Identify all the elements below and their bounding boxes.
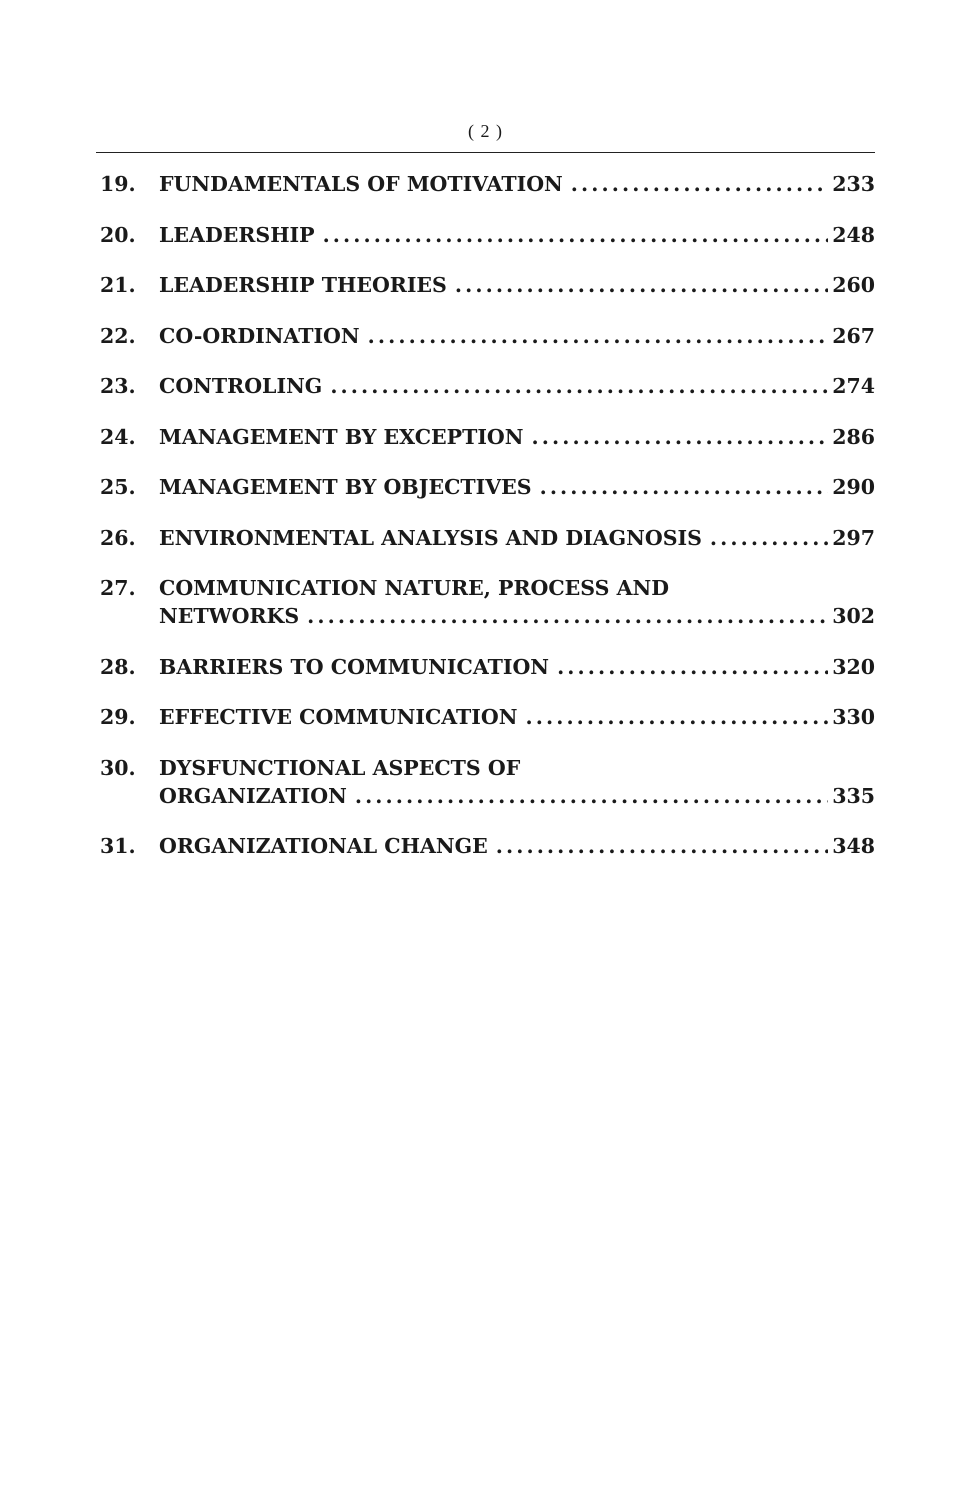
page-ref: 274 [832, 374, 875, 398]
leader-line [159, 271, 875, 299]
page-ref: 260 [832, 273, 875, 297]
chapter-number: 30. [100, 755, 136, 780]
header-rule [96, 152, 875, 153]
leader-line [159, 782, 875, 810]
leader-line [159, 703, 875, 731]
toc-entry [100, 423, 875, 451]
toc-entry [100, 473, 875, 501]
page-ref: 335 [832, 783, 875, 808]
chapter-title: LEADERSHIP [159, 222, 315, 247]
dot-leader [323, 221, 829, 249]
chapter-number: 31. [100, 834, 136, 858]
page-ref: 348 [832, 834, 875, 858]
toc-entry [100, 653, 875, 681]
leader-line [159, 372, 875, 400]
chapter-title: FUNDAMENTALS OF MOTIVATION [159, 172, 563, 196]
page-number: ( 2 ) [468, 121, 503, 141]
chapter-title: CONTROLING [159, 374, 323, 398]
chapter-entry-body [159, 524, 875, 552]
toc-entry [100, 754, 875, 810]
toc-entry [100, 832, 875, 860]
page-ref: 248 [832, 222, 875, 247]
leader-line [159, 524, 875, 552]
toc-entry [100, 372, 875, 400]
chapter-number: 22. [100, 323, 136, 348]
toc-entry [100, 271, 875, 299]
chapter-entry-body [159, 322, 875, 350]
leader-line [159, 221, 875, 249]
leader-line [159, 170, 875, 198]
chapter-number: 20. [100, 222, 136, 247]
chapter-entry-body [159, 423, 875, 451]
leader-line [159, 322, 875, 350]
chapter-title: NETWORKS [159, 604, 300, 628]
chapter-entry-body [159, 703, 875, 731]
leader-line [159, 653, 875, 681]
dot-leader [526, 703, 829, 731]
chapter-entry-body [159, 170, 875, 198]
dot-leader [710, 524, 828, 552]
toc-entry [100, 703, 875, 731]
chapter-entry-body [159, 832, 875, 860]
leader-line [159, 423, 875, 451]
toc-entry [100, 170, 875, 198]
chapter-title: BARRIERS TO COMMUNICATION [159, 654, 550, 679]
dot-leader [496, 832, 828, 860]
chapter-entry-body [159, 473, 875, 501]
chapter-entry-body [159, 653, 875, 681]
page-ref: 297 [832, 525, 875, 550]
chapter-title: EFFECTIVE COMMUNICATION [159, 705, 518, 729]
toc-entry [100, 221, 875, 249]
page-ref: 320 [832, 654, 875, 679]
page-ref: 302 [832, 604, 875, 628]
page-ref: 290 [832, 475, 875, 499]
page-ref: 330 [832, 705, 875, 729]
page-ref: 286 [832, 424, 875, 449]
chapter-title: MANAGEMENT BY EXCEPTION [159, 424, 524, 449]
toc-entry [100, 574, 875, 630]
dot-leader [557, 653, 828, 681]
chapter-number: 21. [100, 273, 136, 297]
dot-leader [455, 271, 828, 299]
chapter-number: 23. [100, 374, 136, 398]
leader-line [159, 473, 875, 501]
chapter-title: ORGANIZATION [159, 783, 347, 808]
chapter-entry-body [159, 221, 875, 249]
dot-leader [571, 170, 828, 198]
chapter-title: LEADERSHIP THEORIES [159, 273, 447, 297]
dot-leader [330, 372, 828, 400]
chapter-entry-body [159, 574, 875, 630]
dot-leader [368, 322, 829, 350]
toc-entry [100, 322, 875, 350]
chapter-number: 25. [100, 475, 136, 499]
dot-leader [540, 473, 829, 501]
leader-line [159, 832, 875, 860]
chapter-title: ORGANIZATIONAL CHANGE [159, 834, 488, 858]
chapter-entry-body [159, 271, 875, 299]
chapter-title: ENVIRONMENTAL ANALYSIS AND DIAGNOSIS [159, 525, 702, 550]
dot-leader [307, 602, 828, 630]
chapter-number: 27. [100, 576, 136, 600]
page-ref: 233 [832, 172, 875, 196]
chapter-number: 28. [100, 654, 136, 679]
toc-entry [100, 524, 875, 552]
dot-leader [355, 782, 828, 810]
chapter-entry-body [159, 372, 875, 400]
chapter-number: 24. [100, 424, 136, 449]
chapter-entry-body [159, 754, 875, 810]
chapter-title: CO-ORDINATION [159, 323, 360, 348]
table-of-contents [100, 170, 875, 883]
chapter-title-line: DYSFUNCTIONAL ASPECTS OF [159, 755, 521, 780]
chapter-number: 19. [100, 172, 136, 196]
page-ref: 267 [832, 323, 875, 348]
dot-leader [532, 423, 829, 451]
chapter-title: MANAGEMENT BY OBJECTIVES [159, 475, 532, 499]
chapter-number: 26. [100, 525, 136, 550]
chapter-title-line: COMMUNICATION NATURE, PROCESS AND [159, 576, 669, 600]
leader-line [159, 602, 875, 630]
chapter-number: 29. [100, 705, 136, 729]
